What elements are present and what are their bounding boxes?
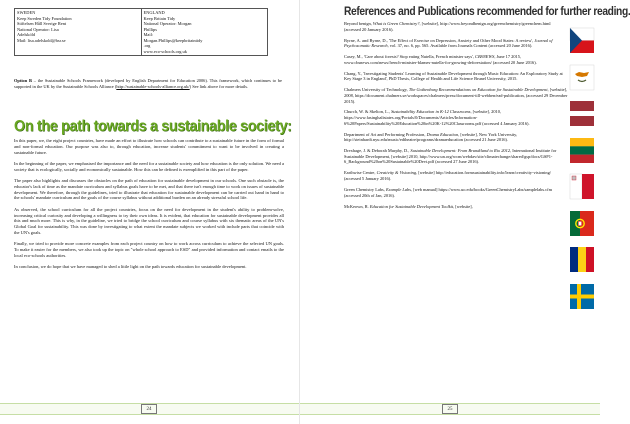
cyprus-flag-icon <box>570 65 594 90</box>
reference-post: , [website], New York University, http://steinhardt.nyu.edu/music/edtheatre/programs/dramaeducation (accessed 21 June 2016). <box>344 131 518 143</box>
reference-pre: Chalmers University of Technology, <box>344 87 409 93</box>
reference-pre: Drexhage, J. & Deborah Murphy, D., <box>344 148 411 154</box>
contact-line: Phillips <box>143 26 157 32</box>
contact-line: Adelsköld <box>17 32 36 37</box>
reference-title: Journal of Psychosomatic Research <box>344 37 553 49</box>
conclusion-body <box>14 138 284 276</box>
reference-item <box>344 109 568 126</box>
reference-item <box>344 132 568 143</box>
option-text: – the Sustainable Schools Framework (developed by English Department for Education 2006). This framework, which continues to be supported in the UK by the Sustainable Schools Alliance ( <box>14 78 282 89</box>
section-heading: On the path towards a sustainable society: <box>14 118 292 135</box>
reference-pre: Department of Art and Performing Profession, <box>344 131 427 137</box>
czech-flag-icon <box>570 28 594 53</box>
contact-table <box>14 8 268 56</box>
right-page <box>300 0 630 424</box>
reference-item <box>344 204 568 210</box>
reference-title: CBSNEWS <box>475 54 495 60</box>
reference-title: Example Labs <box>385 186 411 192</box>
contact-line: ENGLAND <box>143 10 165 15</box>
contact-email[interactable]: Mail: lisa.adelskold@hsr.se <box>17 37 66 43</box>
paragraph: In this paper, we, the eight project countries, have made an effort to illustrate how schools can contribute to a sustainable future in the form of formal and non-formal education. Our purpose was also to, through education, increase students' commitment to want to be involved in creating a sustainable future. <box>14 138 284 155</box>
reference-post: , [website], 2010, https://www.fasinghalistates.org/Portals/0/Documents/Articles/Information-6%20Papers/Sustainability%20Education%20in%20K-12%20Classrooms.pdf (accessed 4 January 2016). <box>344 109 530 126</box>
left-page <box>0 0 300 424</box>
contact-line: SWEDEN <box>17 10 36 15</box>
contact-sweden <box>15 9 142 56</box>
reference-pre: Green Chemistry Labs, <box>344 186 386 192</box>
latvia-flag-icon <box>570 101 594 126</box>
reference-post: , [website], http://www.beyondbenign.org/greenchemistry/greenchem.html (accessed 20 January 2016). <box>344 21 551 32</box>
sweden-flag-icon <box>570 284 594 309</box>
option-b-paragraph <box>14 78 282 89</box>
reference-pre: Byrne, A. and Byrne, D., 'The Effect of Exercise on Depression, Anxiety and Other Mood States: A review', <box>344 37 535 43</box>
option-link[interactable]: http://sustainable-schools-alliance.org.uk/ <box>116 83 190 89</box>
reference-pre: McKeown, R. <box>344 203 370 209</box>
reference-item <box>344 170 568 181</box>
option-text-end: ) See link above for more details. <box>189 83 249 89</box>
reference-title: What is Green Chemistry? <box>372 21 420 26</box>
lithuania-flag-icon <box>570 138 594 163</box>
reference-title: Sustainability Education in K-12 Classrooms <box>391 109 471 115</box>
reference-pre: Chang, Y., 'Investigating Students' Learning of Sustainable Development through Music Education: An Exploratory Study at Key Stage 3 in England', PhD Thesis, College of Health and Life Science Brunel University, 2015. <box>344 70 563 82</box>
page-number-right: 25 <box>442 404 458 414</box>
paragraph: In conclusion, we do hope that we have managed to shed a little light on the path towards education for sustainable development. <box>14 264 247 270</box>
reference-item <box>344 71 568 82</box>
reference-pre: Earthwise Centre, <box>344 170 377 176</box>
contact-line: Keep Britain Tidy <box>143 15 176 21</box>
contact-email[interactable]: .org <box>143 43 151 48</box>
paragraph: Finally, we tried to provide more concrete examples from each project country on how to work across curriculum to achieve the selected UN goals. To make it easier for the members, we also took up the topic on "whole school approach to ESD" and provided information and contact emails to the local eco-schools authorities. <box>14 241 284 258</box>
reference-post: , June 17 2015, www.cbsnews.com/news/french-minister-blames-nutella-for-growing-deforestation/ (accessed 20 June 2016). <box>344 54 537 65</box>
contact-england <box>141 9 268 56</box>
reference-post: , vol. 37, no. 6, pp. 565. Available from Journals Content (accessed 20 June 2016). <box>387 43 533 49</box>
reference-post: , [website] http://education.formsustainability.info/learn/creativity-visioning/ (accessed 5 January 2016). <box>344 170 552 181</box>
romania-flag-icon <box>570 247 594 272</box>
portugal-flag-icon <box>570 211 594 236</box>
reference-pre: Casey, M., 'Care about forests? Stop eating Nutella, French minister says', <box>344 54 476 60</box>
contact-line: Stiftelsen Håll Sverige Rent <box>17 21 67 26</box>
reference-item <box>344 38 568 49</box>
option-label: Option B <box>14 78 32 83</box>
reference-pre: Church, W. & Skelton, L., <box>344 109 392 115</box>
reference-post: , [website], 2008, https://document.chalmers.se/workspaces/chalmers/press/document-till-webben/ead-publication, (accessed 29 December 2015). <box>344 87 568 104</box>
reference-pre: Beyond benign, <box>344 21 373 26</box>
contact-line: National Operator: Morgan <box>143 21 192 26</box>
partner-flags <box>570 28 596 320</box>
contact-line: National Operator: Lisa <box>17 26 59 32</box>
reference-title: Creativity & Visioning <box>376 170 417 176</box>
reference-post: , International Institute for Sustainable Development, [website] 2010, http://www.un.org/wcm/webdav/site/climatechange/shared/gsp/docs/GSP1-6_Background%20on%20Sustainable%20Devt.pdf (accessed 27 June 2016). <box>344 148 557 165</box>
paragraph: As observed, the school curriculum for all the project countries, focus on the need for development in the student's ability to problem-solve, increasing critical curiosity and developing a willingness to try their own ideas. It is evident, that education for sustainable development provides all this and much more. This is why, in the guideline, we tried to bridge the school curriculum and course syllabus with six thematic areas of the UN's Global Goal for sustainability. This was done by investigating to what extent the mandate subjects we worked with include parts that coincide with the UN's goals. <box>14 206 284 235</box>
contact-line: Keep Sweden Tidy Foundation <box>17 15 72 21</box>
reference-title: Drama Education <box>426 131 459 137</box>
malta-flag-icon <box>570 174 594 199</box>
page-number-left: 24 <box>141 404 157 414</box>
contact-email[interactable]: Morgan.Phillips@keepbritaintidy <box>143 37 203 43</box>
reference-list <box>344 21 568 215</box>
reference-post: , [website], <box>453 203 473 209</box>
contact-website[interactable]: www.eco-schools.org.uk <box>143 48 187 54</box>
reference-item <box>344 148 568 165</box>
reference-item <box>344 187 568 198</box>
reference-title: Sustainable Development: From Brundtland to Rio 2012 <box>410 148 511 154</box>
reference-item <box>344 54 568 65</box>
references-heading: References and Publications recommended for further reading. <box>344 6 630 18</box>
contact-line: Mail: <box>143 32 154 37</box>
paragraph: In the beginning of the paper, we emphasised the importance and the need for a sustainable society and how education is the only solution. We need a society that is ecologically, socially and economically sustainable. How this can be defined is exemplified in this part of the paper. <box>14 160 284 172</box>
reference-item <box>344 21 568 32</box>
reference-title: The Gothenburg Recommendations on Education for Sustainable Development <box>408 87 548 93</box>
reference-title: Education for Sustainable Development Toolkit <box>369 203 454 209</box>
reference-item <box>344 87 568 104</box>
paragraph: The paper also highlights and discusses the obstacles on the path of education for sustainable development in our schools. One such obstacle is, the educator's lack of time as the mandate curriculum and syllabus goals have to be met, and that there isn't enough time to work on issues of sustainable development. We therefore, through the guidelines, tried to illustrate that education for sustainable development can be carried out hand in hand to the schools' mandate curriculum and the goals of the course syllabus without additional burden on an already stressful school life. <box>14 178 284 201</box>
reference-post: , [web manual] https://www.uo.edu/books/GreenChemistryLabs/samplelabs.cfm (accessed 20th of Jan, 2016). <box>344 186 552 198</box>
